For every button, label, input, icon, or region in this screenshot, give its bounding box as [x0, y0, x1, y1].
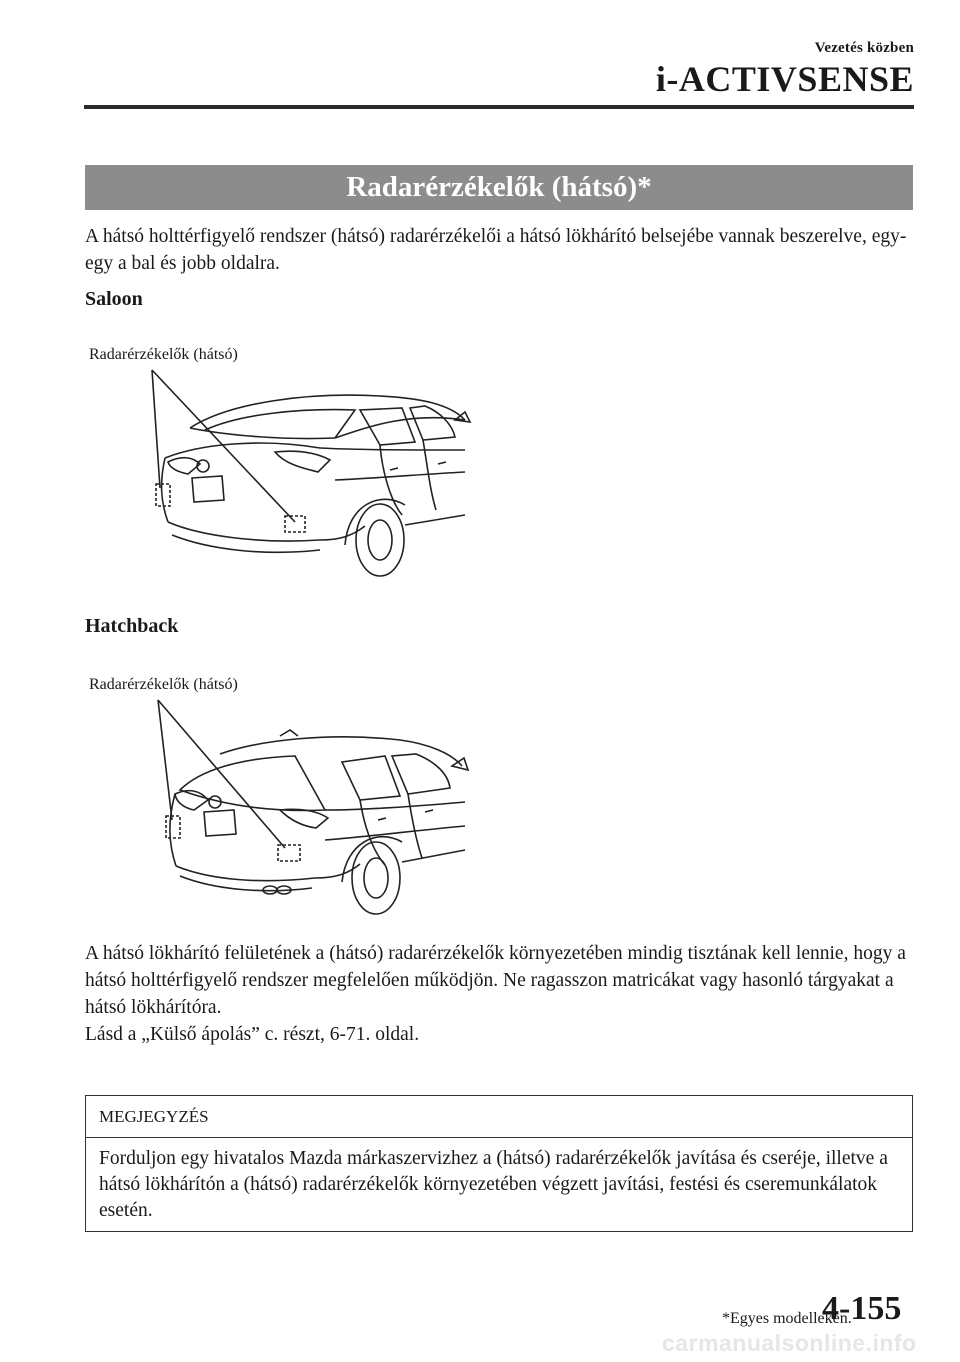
body-paragraph: A hátsó lökhárító felületének a (hátsó) radarérzékelők környezetében mindig tisztának kell lennie, hogy a hátsó holttérfigyelő rendszer megfelelően működjön. Ne ragasszon matricákat vagy hasonló tárgyakat a hátsó lökhárítóra.: [85, 943, 906, 1018]
hatchback-diagram: [80, 670, 480, 920]
cross-reference: Lásd a „Külső ápolás” c. részt, 6-71. oldal.: [85, 1024, 420, 1045]
chapter-title: i-ACTIVSENSE: [655, 59, 914, 99]
page-number: 4-155: [822, 1290, 902, 1327]
saloon-heading: Saloon: [85, 288, 143, 310]
note-box: [85, 1095, 913, 1232]
saloon-diagram: [80, 340, 480, 590]
note-heading: MEGJEGYZÉS: [86, 1096, 912, 1138]
header-rule: [84, 105, 914, 109]
note-text: Forduljon egy hivatalos Mazda márkaszervizhez a (hátsó) radarérzékelők javítása és cseréje, illetve a hátsó lökhárítón a (hátsó) radarérzékelők környezetében végzett javítási, festési és cseremunkálatok esetén.: [99, 1148, 888, 1221]
footnote: *Egyes modelleken.: [722, 1310, 852, 1327]
intro-paragraph: A hátsó holttérfigyelő rendszer (hátsó) radarérzékelői a hátsó lökhárító belsejébe vannak beszerelve, egy-egy a bal és jobb oldalra.: [85, 226, 907, 274]
section-banner: Radarérzékelők (hátsó)*: [85, 165, 913, 210]
hatchback-heading: Hatchback: [85, 615, 179, 637]
saloon-sensor-label: Radarérzékelők (hátsó): [89, 346, 238, 363]
section-header: Vezetés közben: [814, 40, 914, 56]
hatchback-sensor-label: Radarérzékelők (hátsó): [89, 676, 238, 693]
hatchback-car-illustration: [80, 670, 480, 920]
saloon-car-illustration: [80, 340, 480, 590]
watermark: carmanualsonline.info: [662, 1330, 917, 1356]
